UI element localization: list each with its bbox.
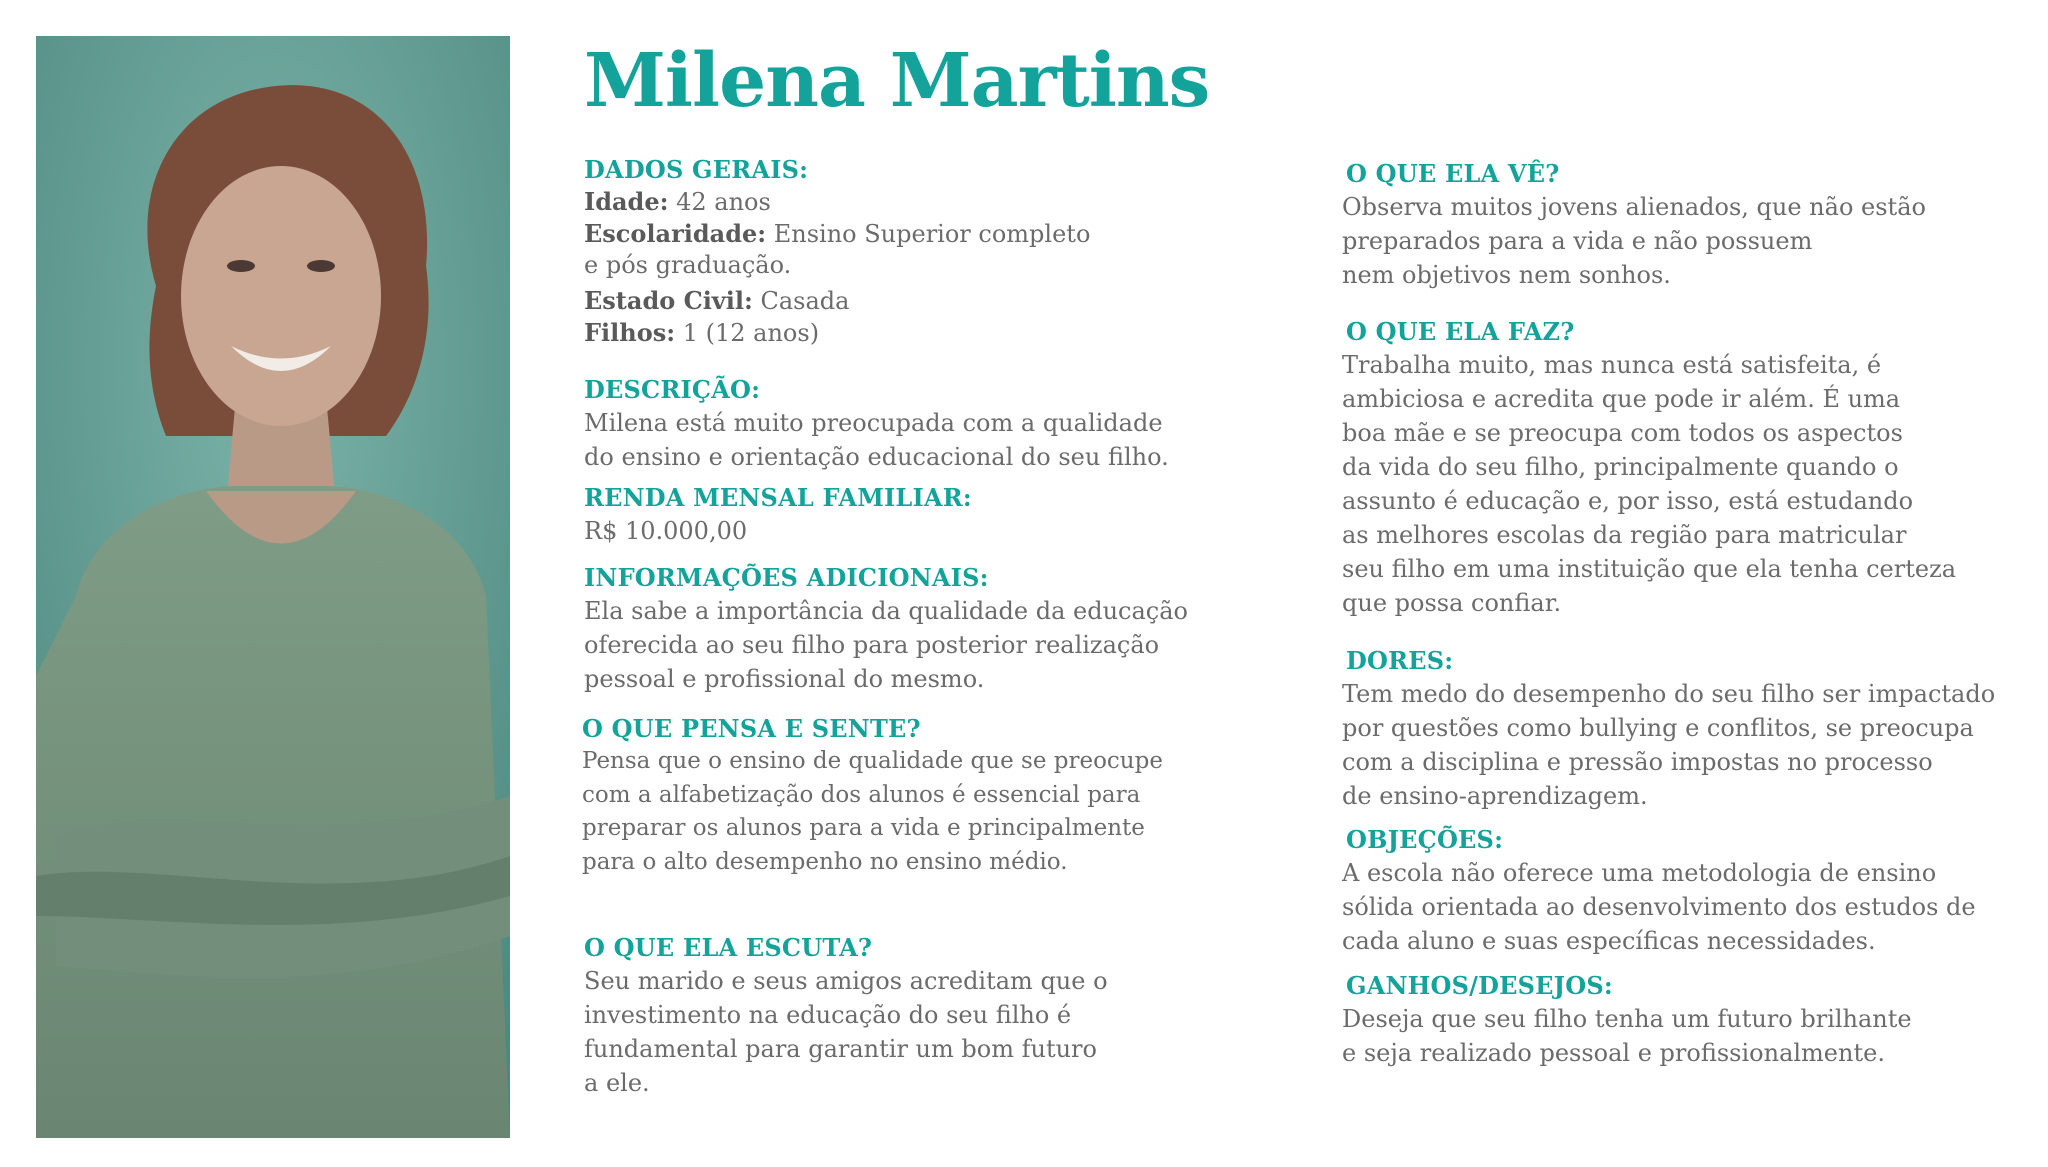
persona-illustration — [36, 36, 510, 1138]
heading-dados-gerais: DADOS GERAIS: — [584, 155, 809, 184]
section-renda — [584, 482, 1224, 548]
text-dores: Tem medo do desempenho do seu filho ser impactado por questões como bullying e conflitos, se preocupa com a disciplina e pressão impostas no processo de ensino-aprendizagem. — [1342, 680, 1996, 810]
text-pensa-sente: Pensa que o ensino de qualidade que se preocupe com a alfabetização dos alunos é essencial para preparar os alunos para a vida e principalmente para o alto desempenho no ensino médio. — [582, 748, 1163, 875]
section-pensa-sente — [582, 713, 1242, 879]
label-escolaridade: Escolaridade: — [584, 219, 767, 248]
field-estado-civil — [584, 285, 1204, 317]
text-descricao: Milena está muito preocupada com a qualidade do ensino e orientação educacional do seu filho. — [584, 409, 1169, 471]
heading-ganhos: GANHOS/DESEJOS: — [1346, 971, 1613, 1000]
text-ve: Observa muitos jovens alienados, que não estão preparados para a vida e não possuem nem objetivos nem sonhos. — [1342, 193, 1926, 289]
section-informacoes — [584, 562, 1244, 696]
text-objecoes: A escola não oferece uma metodologia de ensino sólida orientada ao desenvolvimento dos estudos de cada aluno e suas específicas necessidades. — [1342, 859, 1976, 955]
value-filhos: 1 (12 anos) — [675, 319, 820, 347]
heading-descricao: DESCRIÇÃO: — [584, 375, 761, 404]
value-escolaridade: Ensino Superior completo e pós graduação. — [584, 220, 1091, 279]
heading-dores: DORES: — [1346, 646, 1454, 675]
label-filhos: Filhos: — [584, 318, 676, 347]
section-faz — [1342, 316, 2022, 620]
text-informacoes: Ela sabe a importância da qualidade da educação oferecida ao seu filho para posterior realização pessoal e profissional do mesmo. — [584, 597, 1188, 693]
text-faz: Trabalha muito, mas nunca está satisfeita, é ambiciosa e acredita que pode ir além. É uma boa mãe e se preocupa com todos os aspectos da vida do seu filho, principalmente quando o assunto é educação e, por isso, está estudando as melhores escolas da região para matricular seu filho em uma instituição que ela tenha certeza que possa confiar. — [1342, 351, 1957, 617]
section-ganhos — [1342, 970, 2032, 1070]
value-estado-civil: Casada — [752, 287, 850, 315]
text-escuta: Seu marido e seus amigos acreditam que o investimento na educação do seu filho é fundamental para garantir um bom futuro a ele. — [584, 967, 1108, 1097]
field-escolaridade — [584, 218, 1204, 281]
heading-ve: O QUE ELA VÊ? — [1346, 159, 1560, 188]
persona-photo — [36, 36, 510, 1138]
section-descricao — [584, 374, 1224, 474]
heading-informacoes: INFORMAÇÕES ADICIONAIS: — [584, 563, 989, 592]
text-ganhos: Deseja que seu filho tenha um futuro brilhante e seja realizado pessoal e profissionalmente. — [1342, 1005, 1912, 1067]
persona-name: Milena Martins — [584, 38, 1210, 124]
field-filhos — [584, 317, 1204, 349]
section-objecoes — [1342, 824, 2032, 958]
heading-objecoes: OBJEÇÕES: — [1346, 825, 1504, 854]
section-ve — [1342, 158, 2022, 292]
label-estado-civil: Estado Civil: — [584, 286, 753, 315]
text-renda: R$ 10.000,00 — [584, 517, 748, 545]
section-dores — [1342, 645, 2032, 813]
heading-faz: O QUE ELA FAZ? — [1346, 317, 1575, 346]
heading-pensa-sente: O QUE PENSA E SENTE? — [582, 714, 921, 743]
field-idade — [584, 186, 1204, 218]
section-dados-gerais — [584, 154, 1204, 349]
heading-renda: RENDA MENSAL FAMILIAR: — [584, 483, 972, 512]
label-idade: Idade: — [584, 187, 669, 216]
value-idade: 42 anos — [668, 188, 771, 216]
section-escuta — [584, 932, 1224, 1100]
heading-escuta: O QUE ELA ESCUTA? — [584, 933, 873, 962]
